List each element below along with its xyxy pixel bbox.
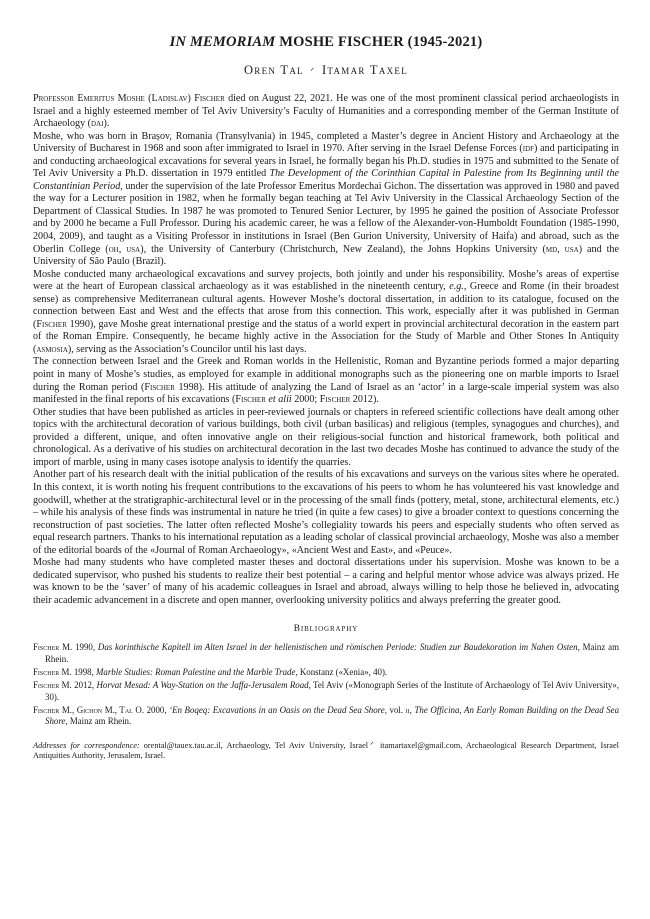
bib-publisher: , Konstanz («Xenia», 40). (295, 667, 388, 678)
title-name: MOSHE FISCHER (1945-2021) (275, 34, 483, 50)
citation-fischer-2012: Fischer (319, 394, 351, 406)
bib-year: 2012, (71, 680, 97, 691)
article-title (33, 34, 619, 51)
dissertation-title: The Development of the Corinthian Capital in Palestine from Its Beginning until the Constantinian Period (33, 168, 619, 192)
bibliography-entry (33, 705, 619, 728)
paragraph-3-b: , Greece and Rome (in their broadest sense) as comprehensive Mediterranean cultural agents. However Moshe’s doctoral dissertation, in addition to its catalogue, focused on the connection between East and West and the effects that arose from this connection. This work, especially after it was published in German ( (33, 281, 619, 330)
paragraph-5: Other studies that have been published as articles in peer-reviewed journals or chapters in refereed scientific collections have dealt among other topics with the architectural decoration of various buildings, both civil (urban basilicas) and religious (temples, synagogues and churches), and provided a different, unique, and often innovative angle on their religious-social function and historical framework, both political and chronological. As a derivative of his studies on architectural decoration in the last two decades Moshe has continued to advance the study of the import of marble, using in many cases isotope analysis to identify the quarries. (33, 406, 619, 468)
bib-author: Fischer M. (33, 680, 72, 691)
author-separator: ᐟ (310, 66, 316, 76)
abbr-md-usa: md, usa (545, 243, 579, 255)
bibliography-entry (33, 680, 619, 703)
paragraph-7: Moshe had many students who have completed master theses and doctoral dissertations under his supervision. Moshe was known to be a dedicated supervisor, who pushed his students to realize their best potential – a caring and helpful mentor whose advice was always prized. He was known to be the ‘saver’ of many of his academic colleagues in Israel and abroad, always willing to help those he believed in, advocating their academic advancement in a discrete and open manner, overlooking university politics and always preferring the greater good. (33, 557, 619, 606)
bib-author: Fischer M., Gichon M., Tal O. (33, 704, 145, 715)
title-in-memoriam: IN MEMORIAM (169, 34, 276, 50)
article-page (33, 34, 619, 762)
obit-name: Professor Emeritus Moshe (33, 93, 145, 104)
paragraph-2 (33, 131, 619, 269)
paragraph-3 (33, 269, 619, 357)
paragraph-2-c: , under the supervision of the late Professor Emeritus Mordechai Gichon. The dissertation was approved in 1980 and paved the way for a Lecturer position in 1982, when he formally began teaching at Tel Aviv University in the Classical Archaeology Section of the Department of Classical Studies. In 1987 he was promoted to Tenured Senior Lecturer, by 1995 he gained the position of Associate Professor and by 2000 he became a Full Professor. During his academic career, he was a fellow of the Alexander-von-Humboldt Foundation (1985-1990, 2004, 2009), and taught as a Visiting Professor in institutions in Israel (Ben Gurion University, University of Haifa) and abroad, such as the Oberlin College ( (33, 180, 619, 255)
address-tal: orental@tauex.tau.ac.il, Archaeology, Tel Aviv University, Israel (139, 740, 369, 750)
address-label: Addresses for correspondence: (33, 740, 140, 750)
paragraph-3-c: 1990), gave Moshe great international prestige and the status of a world expert in provincial architectural decoration in the eastern part of the Roman Empire. Consequently, he became highly active in the Association for the Study of Marble and Other Stones In Antiquity ( (33, 318, 619, 355)
address-taxel: itamartaxel@gmail.com, Archaeological Research Department, Israel Antiquities Authority, Jerusalem, Israel. (33, 740, 619, 761)
correspondence-addresses (33, 740, 619, 763)
paragraph-6: Another part of his research dealt with the initial publication of the results of his excavations and surveys on the various sites where he operated. In this context, it is worth noting his frequent contributions to the excavations of his peers to whom he has volunteered his vast knowledge and goodwill, whether at the stratigraphic-architectural level or in the processing of the small finds (pottery, metal, stone, architectural elements, etc.) – while his analysis of these finds was instrumental in nature he tried (in quite a few cases) to give a broader context to questions concerning the reconstruction of past societies. The latter often reflected Moshe’s collegiality towards his peers and especially students who often served as equal research partners. Thanks to his international reputation as a leading scholar of classical provincial archaeology, Moshe was also a member of the editorial boards of the «Journal of Roman Archaeology», «Ancient West and East», and «Peuce». (33, 469, 619, 556)
paragraph-4-b: 1998). His attitude of analyzing the Land of Israel as an ‘actor’ in a large-scale imperial system was also manifested in the final reports of his excavations ( (33, 381, 619, 406)
abbr-asmosia: asmosia (36, 343, 68, 355)
paragraph-3-a: Moshe conducted many archaeological excavations and survey projects, both jointly and under his responsibility. Moshe’s areas of expertise were at the heart of European classical archaeology as it was established in the nineteenth century, (33, 268, 619, 293)
bibliography-entry (33, 667, 619, 678)
paragraph-4-a: The connection between Israel and the Greek and Roman worlds in the Hellenistic, Roman and Byzantine periods formed a major departing point in many of Moshe’s studies, as employed for example in additional monographs such as the pioneering one on marble imports to Israel during the Roman period ( (33, 356, 619, 393)
bib-title: Marble Studies: Roman Palestine and the Marble Trade (96, 667, 296, 678)
bib-title: Das korinthische Kapitell im Alten Israel in der hellenistischen und römischen Periode: Studien zur Baudekoration im Nahen Osten (97, 642, 578, 653)
bib-volume: ii (405, 704, 410, 715)
paragraph-1-text: died on August 22, 2021. He was one of the most prominent classical period archaeologists in Israel and a highly esteemed member of Tel Aviv University’s Faculty of Humanities and a corresponding member of the German Institute of Archaeology ( (33, 93, 619, 130)
paragraph-2-b: ) and participating in and conducting archaeological excavations for several years in Israel, he formally began his Ph.D. studies in 1975 and submitted to the Senate of Tel Aviv University a Ph.D. dissertation in 1979 entitled (33, 143, 619, 180)
bib-year: 2000, (144, 704, 170, 715)
paragraph-1-end: ). (103, 118, 110, 130)
bib-vol-label: , vol. (384, 704, 406, 715)
paragraph-1 (33, 93, 619, 131)
obit-name-2: (Ladislav) (144, 93, 195, 104)
obit-name-3: Fischer (194, 93, 225, 104)
paragraph-4-d: 2012). (350, 394, 379, 406)
bib-title: ‘En Boqeq: Excavations in an Oasis on the Dead Sea Shore (169, 704, 385, 715)
paragraph-2-d: ), the University of Canterbury (Christchurch, New Zealand), the Johns Hopkins University ( (140, 243, 546, 255)
bib-comma: , (409, 704, 415, 715)
address-separator: ᐟ (370, 739, 374, 750)
citation-fischer-2000: Fischer (235, 394, 266, 406)
bib-subtitle: The Officina, An Early Roman Building on the Dead Sea Shore (45, 704, 620, 727)
bib-author: Fischer M. (33, 667, 72, 678)
bib-title: Horvat Mesad: A Way-Station on the Jaffa-Jerusalem Road (96, 680, 309, 691)
author-oren-tal: Oren Tal (243, 63, 304, 77)
bibliography-heading: Bibliography (293, 624, 359, 635)
authors-line (33, 63, 619, 79)
bib-publisher: , Mainz am Rhein. (45, 642, 619, 664)
article-body (33, 93, 619, 607)
paragraph-4 (33, 356, 619, 406)
bib-year: 1998, (71, 667, 97, 678)
paragraph-2-e: ) and the University of São Paulo (Brazil). (33, 243, 619, 268)
et-alii: et alii (265, 394, 292, 406)
bib-publisher: , Mainz am Rhein. (65, 716, 132, 727)
citation-fischer-1998: Fischer (144, 381, 175, 393)
eg-abbr: e.g. (449, 281, 464, 293)
paragraph-2-a: Moshe, who was born in Brașov, Romania (Transylvania) in 1945, completed a Master’s degree in Ancient History and Archaeology at the University of Bucharest in 1968 and soon after immigrated to Israel in 1970. After serving in the Israel Defense Forces ( (33, 130, 619, 155)
paragraph-3-d: ), serving as the Association’s Councilor until his last days. (67, 343, 307, 355)
bib-author: Fischer M. (33, 642, 73, 653)
abbr-oh-usa: oh, usa (108, 243, 141, 255)
bib-year: 1990, (72, 642, 98, 653)
citation-fischer: Fischer (36, 318, 67, 330)
bibliography-list (33, 642, 619, 727)
abbr-dai: dai (91, 118, 104, 130)
author-itamar-taxel: Itamar Taxel (321, 63, 409, 77)
bibliography-entry (33, 642, 619, 665)
abbr-idf: idf (522, 143, 535, 155)
bib-publisher: , Tel Aviv («Monograph Series of the Institute of Archaeology of Tel Aviv University», 30). (45, 680, 620, 702)
paragraph-4-c: 2000; (291, 394, 320, 406)
